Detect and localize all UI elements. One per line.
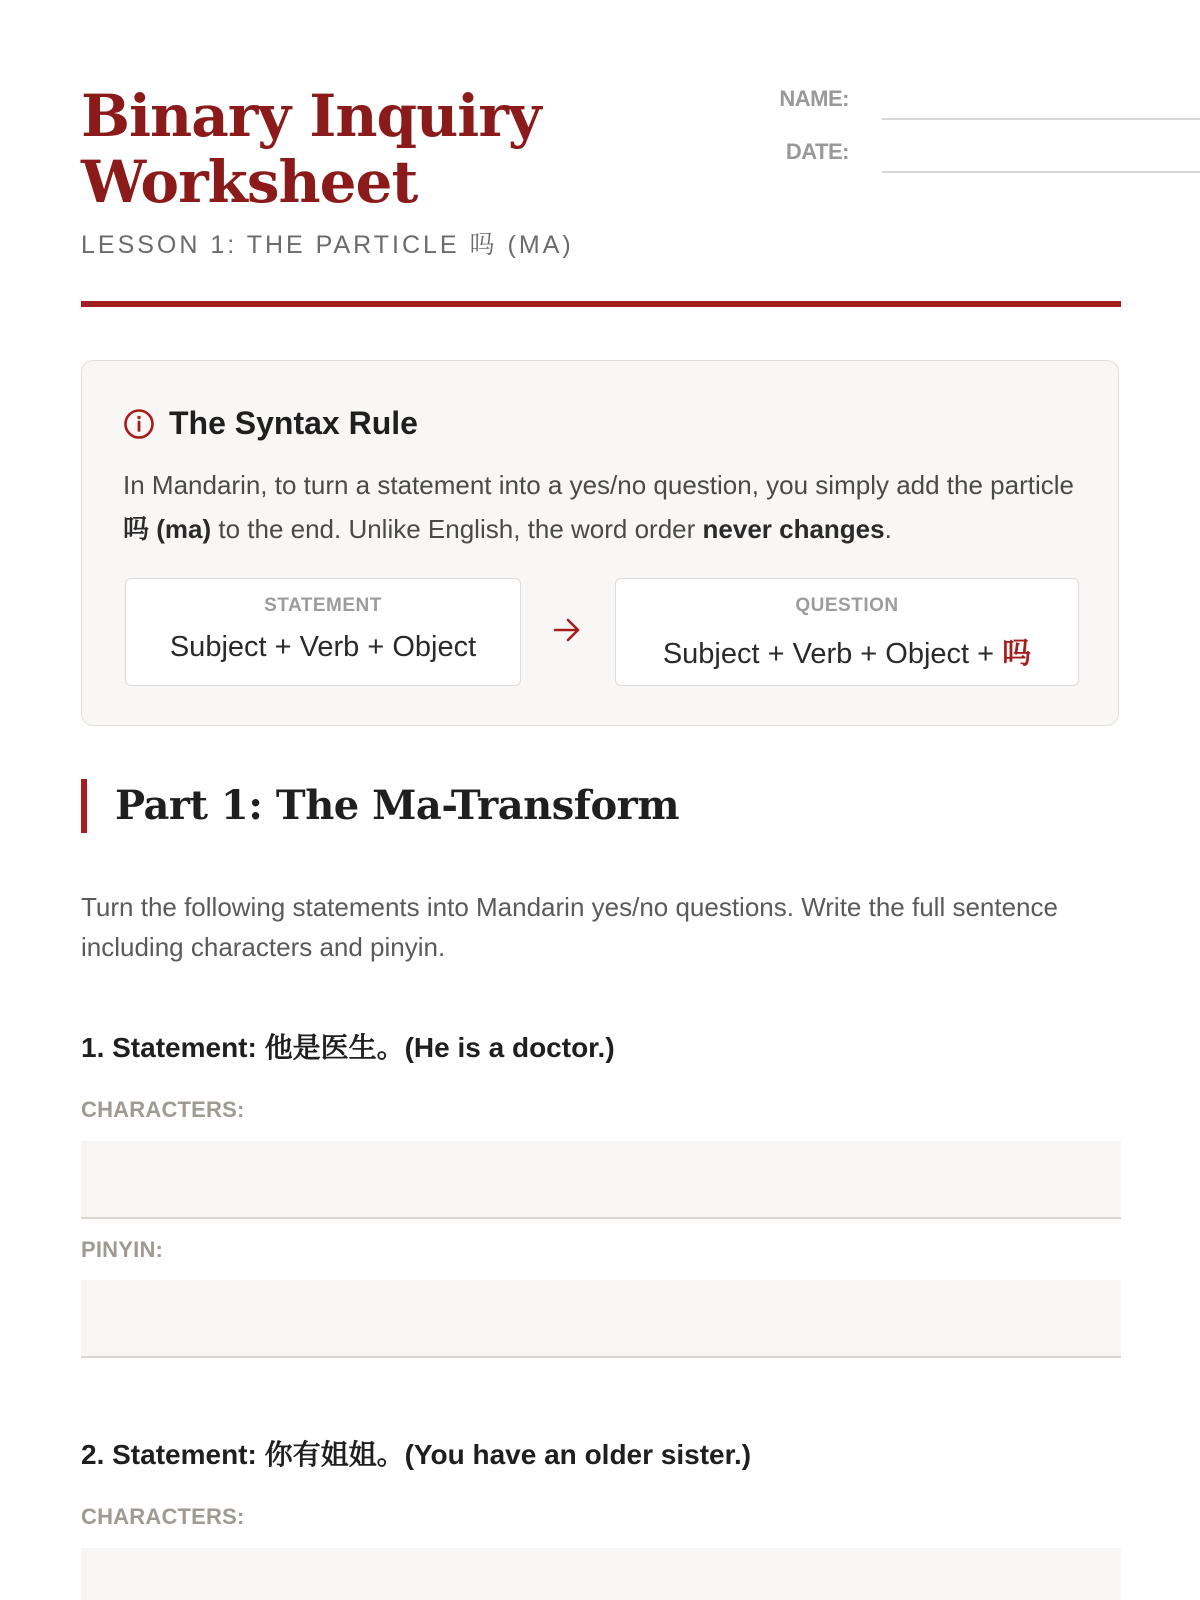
question-particle: 吗 <box>1002 638 1032 670</box>
question-1-pinyin-label: PINYIN: <box>81 1237 164 1262</box>
worksheet-header <box>81 0 1121 307</box>
question-2-title: 2. Statement: 你有姐姐。(You have an older sister.) <box>81 1439 752 1470</box>
arrow-right-icon <box>551 614 583 646</box>
lesson-subtitle: LESSON 1: THE PARTICLE 吗 (MA) <box>81 231 574 259</box>
question-1-title: 1. Statement: 他是医生。(He is a doctor.) <box>81 1032 615 1063</box>
date-field-row <box>701 139 1200 169</box>
header-divider <box>81 301 1121 307</box>
rule-particle: 吗 (ma) <box>123 514 212 544</box>
rule-text-part-2: to the end. Unlike English, the word order <box>211 514 703 544</box>
part-1-heading <box>81 779 679 833</box>
page-title: Binary Inquiry Worksheet <box>81 82 541 216</box>
statement-formula-box <box>125 578 521 686</box>
worksheet-page <box>81 0 1121 1529</box>
syntax-rule-heading <box>123 405 418 442</box>
question-1-pinyin-input[interactable] <box>81 1280 1121 1358</box>
name-label: NAME: <box>779 86 849 111</box>
name-write-line[interactable] <box>882 118 1200 120</box>
date-write-line[interactable] <box>882 171 1200 173</box>
statement-label: STATEMENT <box>264 595 382 616</box>
syntax-rule-text <box>123 463 1083 551</box>
rule-text-part-1: In Mandarin, to turn a statement into a yes/no question, you simply add the particle <box>123 470 1074 500</box>
syntax-rule-card <box>81 360 1119 726</box>
date-label: DATE: <box>785 139 849 164</box>
question-formula <box>616 631 1078 672</box>
question-2-characters-input[interactable] <box>81 1548 1121 1600</box>
name-field-row <box>701 86 1200 116</box>
question-1-characters-label: CHARACTERS: <box>81 1097 245 1122</box>
part-1-title: Part 1: The Ma-Transform <box>115 782 680 829</box>
syntax-rule-title: The Syntax Rule <box>169 405 418 441</box>
part-1-instructions: Turn the following statements into Mandarin yes/no questions. Write the full sentence including characters and pinyin. <box>81 892 1058 962</box>
info-icon <box>123 408 155 440</box>
question-1-characters-input[interactable] <box>81 1141 1121 1219</box>
rule-emphasis: never changes <box>702 514 885 544</box>
question-formula-text: Subject + Verb + Object + <box>662 638 1003 670</box>
question-label: QUESTION <box>795 595 899 616</box>
rule-text-part-3: . <box>884 514 892 544</box>
statement-formula: Subject + Verb + Object <box>169 631 477 663</box>
question-formula-box <box>615 578 1079 686</box>
question-2-characters-label: CHARACTERS: <box>81 1504 245 1529</box>
